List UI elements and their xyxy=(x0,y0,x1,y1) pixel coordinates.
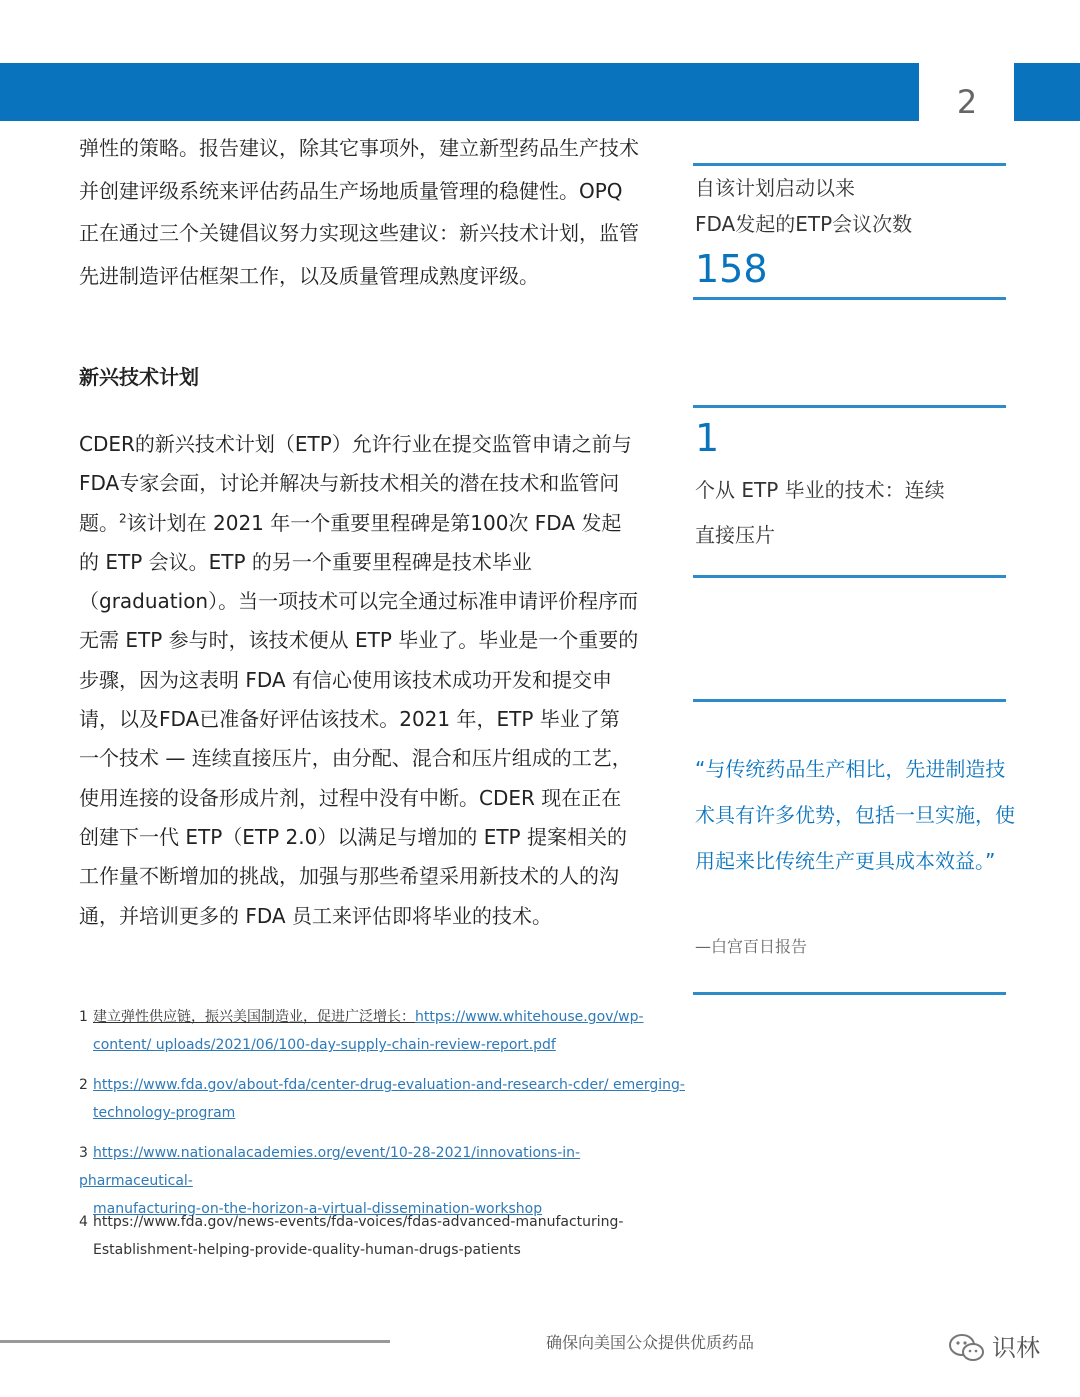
footnote-url-cont: Establishment-helping-provide-quality-human-drugs-patients xyxy=(93,1242,521,1258)
footnote-url: https://www.fda.gov/news-events/fda-voices/fdas-advanced-manufacturing- xyxy=(93,1214,624,1230)
stat2-label-line1: 个从 ETP 毕业的技术：连续 xyxy=(695,478,945,502)
footnote-link[interactable]: https://www.whitehouse.gov/wp- xyxy=(415,1009,644,1025)
footnote-link-cont[interactable]: content/ uploads/2021/06/100-day-supply-chain-review-report.pdf xyxy=(93,1037,556,1053)
footnote-link[interactable]: https://www.fda.gov/about-fda/center-drug-evaluation-and-research-cder/ emerging- xyxy=(93,1077,685,1093)
stat2-label xyxy=(695,468,1015,558)
intro-paragraph: 弹性的策略。报告建议，除其它事项外，建立新型药品生产技术并创建评级系统来评估药品生产场地质量管理的稳健性。OPQ 正在通过三个关键倡议努力实现这些建议：新兴技术计划，监管先进制造评估框架工作，以及质量管理成熟度评级。 xyxy=(79,136,639,288)
footnote-link-cont[interactable]: technology-program xyxy=(93,1105,236,1121)
footnote-1 xyxy=(79,1003,689,1059)
footnote-number: 4 xyxy=(79,1214,88,1230)
etp-paragraph xyxy=(79,425,639,936)
footnote-number: 2 xyxy=(79,1077,88,1093)
footnote-number: 3 xyxy=(79,1145,88,1161)
pull-quote: “与传统药品生产相比，先进制造技术具有许多优势，包括一旦实施，使用起来比传统生产更具成本效益。” xyxy=(695,757,1015,873)
quote-source: —白宫百日报告 xyxy=(695,937,808,956)
header-band xyxy=(0,63,919,121)
stat1-bottom-rule xyxy=(693,297,1006,300)
section-heading: 新兴技术计划 xyxy=(79,365,199,389)
logo-text: 识林 xyxy=(992,1334,1040,1362)
stat2-bottom-rule xyxy=(693,575,1006,578)
footer-rule xyxy=(0,1340,390,1343)
stat1-value: 158 xyxy=(695,247,768,291)
quote-bottom-rule xyxy=(693,992,1006,995)
stat2-value: 1 xyxy=(695,416,720,460)
footnote-link-cont[interactable]: manufacturing-on-the-horizon-a-virtual-dissemination-workshop xyxy=(93,1201,543,1217)
footer-tagline: 确保向美国公众提供优质药品 xyxy=(546,1333,755,1352)
etp-paragraph-part2: 该计划在 2021 年一个重要里程碑是第100次 FDA 发起的 ETP 会议。ETP 的另一个重要里程碑是技术毕业（graduation）。当一项技术可以完全通过标准申请评价程序而无需 ETP 参与时，该技术便从 ETP 毕业了。毕业是一个重要的步骤，因为这表明 FDA 有信心使用该技术成功开发和提交申请，以及FDA已准备好评估该技术。2021 年，ETP 毕业了第一个技术 — 连续直接压片，由分配、混合和压片组成的工艺，使用连接的设备形成片剂，过程中没有中断。CDER 现在正在创建下一代 ETP（ETP 2.0）以满足与增加的 ETP 提案相关的工作量不断增加的挑战，加强与那些希望采用新技术的人的沟通，并培训更多的 FDA 员工来评估即将毕业的技术。 xyxy=(79,510,639,928)
footnote-marker[interactable]: 2 xyxy=(119,510,127,525)
footer-logo xyxy=(948,1331,1040,1365)
footnote-2 xyxy=(79,1071,689,1127)
footnote-text: 建立弹性供应链，振兴美国制造业，促进广泛增长： xyxy=(93,1009,415,1025)
footnote-link[interactable]: https://www.nationalacademies.org/event/10-28-2021/innovations-in-pharmaceutical- xyxy=(79,1145,581,1189)
stat1-label xyxy=(695,170,1015,242)
stat1-top-rule xyxy=(693,163,1006,166)
footnote-4 xyxy=(79,1208,689,1264)
stat1-label-line2: FDA发起的ETP会议次数 xyxy=(695,212,913,236)
quote-top-rule xyxy=(693,699,1006,702)
stat2-label-line2: 直接压片 xyxy=(695,523,775,547)
stat1-label-line1: 自该计划启动以来 xyxy=(695,176,855,200)
footnote-number: 1 xyxy=(79,1009,88,1025)
page-number: 2 xyxy=(956,83,978,121)
stat2-top-rule xyxy=(693,405,1006,408)
wechat-icon xyxy=(948,1333,986,1363)
etp-paragraph-part1: CDER的新兴技术计划（ETP）允许行业在提交监管申请之前与FDA专家会面，讨论并解决与新技术相关的潜在技术和监管问题。 xyxy=(79,432,632,535)
header-band-right xyxy=(1014,63,1080,121)
